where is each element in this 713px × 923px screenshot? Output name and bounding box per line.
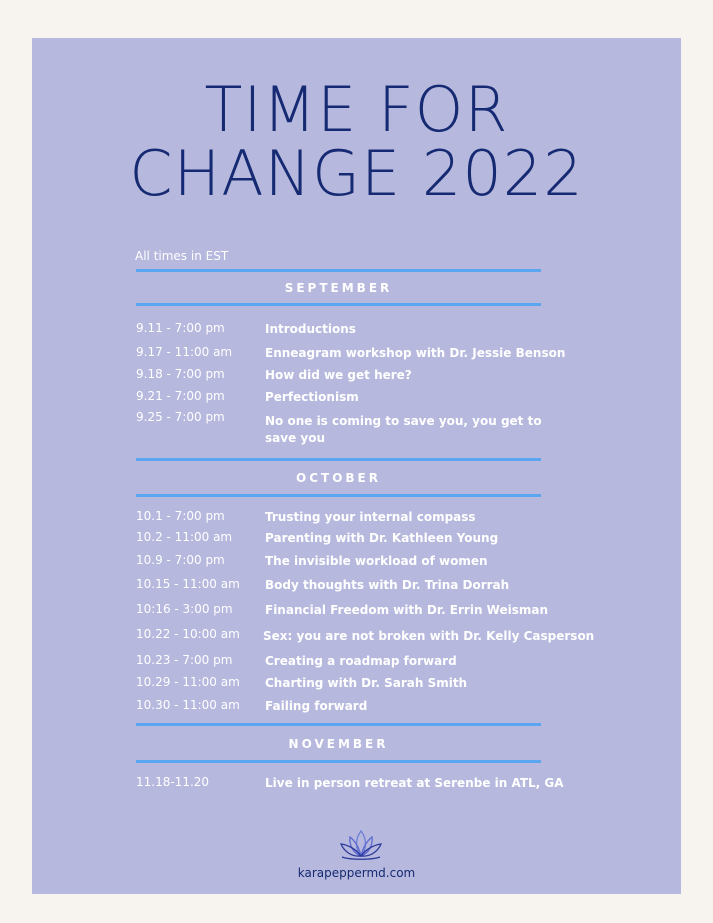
- section-label-october: OCTOBER: [296, 471, 381, 485]
- event-title: Charting with Dr. Sarah Smith: [265, 676, 468, 690]
- title-line-1: TIME FOR: [204, 73, 509, 146]
- event-time: 9.25 - 7:00 pm: [136, 410, 225, 424]
- event-time: 9.18 - 7:00 pm: [136, 367, 225, 381]
- section-rule: [136, 458, 541, 461]
- event-time: 10.22 - 10:00 am: [136, 627, 240, 641]
- event-time: 10.1 - 7:00 pm: [136, 509, 225, 523]
- event-time: 11.18-11.20: [136, 775, 210, 789]
- timezone-note: All times in EST: [135, 249, 229, 263]
- event-time: 10:16 - 3:00 pm: [136, 602, 233, 616]
- event-title: Failing forward: [265, 699, 368, 713]
- event-title: Parenting with Dr. Kathleen Young: [265, 531, 499, 545]
- event-time: 9.17 - 11:00 am: [136, 345, 233, 359]
- event-title: The invisible workload of women: [265, 554, 488, 568]
- section-rule: [136, 760, 541, 763]
- event-title: Trusting your internal compass: [265, 510, 476, 524]
- event-title: Perfectionism: [265, 390, 359, 404]
- event-title: Introductions: [265, 322, 356, 336]
- section-rule: [136, 303, 541, 306]
- event-time: 10.23 - 7:00 pm: [136, 653, 233, 667]
- event-title: Enneagram workshop with Dr. Jessie Benson: [265, 346, 566, 360]
- event-title: Body thoughts with Dr. Trina Dorrah: [265, 578, 510, 592]
- event-time: 9.11 - 7:00 pm: [136, 321, 225, 335]
- event-title: How did we get here?: [265, 368, 412, 382]
- event-title: Live in person retreat at Serenbe in ATL, GA: [265, 776, 564, 790]
- event-time: 10.9 - 7:00 pm: [136, 553, 225, 567]
- event-time: 10.15 - 11:00 am: [136, 577, 240, 591]
- event-time: 10.30 - 11:00 am: [136, 698, 240, 712]
- section-label-november: NOVEMBER: [288, 737, 389, 751]
- event-time: 9.21 - 7:00 pm: [136, 389, 225, 403]
- event-time: 10.2 - 11:00 am: [136, 530, 233, 544]
- lotus-icon: [336, 827, 386, 861]
- section-rule: [136, 723, 541, 726]
- event-title: No one is coming to save you, you get to save you: [265, 414, 542, 445]
- page-title: [0, 73, 713, 210]
- event-title: Financial Freedom with Dr. Errin Weisman: [265, 603, 549, 617]
- website-link[interactable]: karapeppermd.com: [297, 866, 416, 880]
- section-rule: [136, 494, 541, 497]
- section-rule: [136, 269, 541, 272]
- title-line-2: CHANGE 2022: [129, 137, 584, 210]
- event-time: 10.29 - 11:00 am: [136, 675, 240, 689]
- section-label-september: SEPTEMBER: [284, 281, 393, 295]
- event-title: Creating a roadmap forward: [265, 654, 457, 668]
- event-title: Sex: you are not broken with Dr. Kelly Casperson: [263, 629, 595, 643]
